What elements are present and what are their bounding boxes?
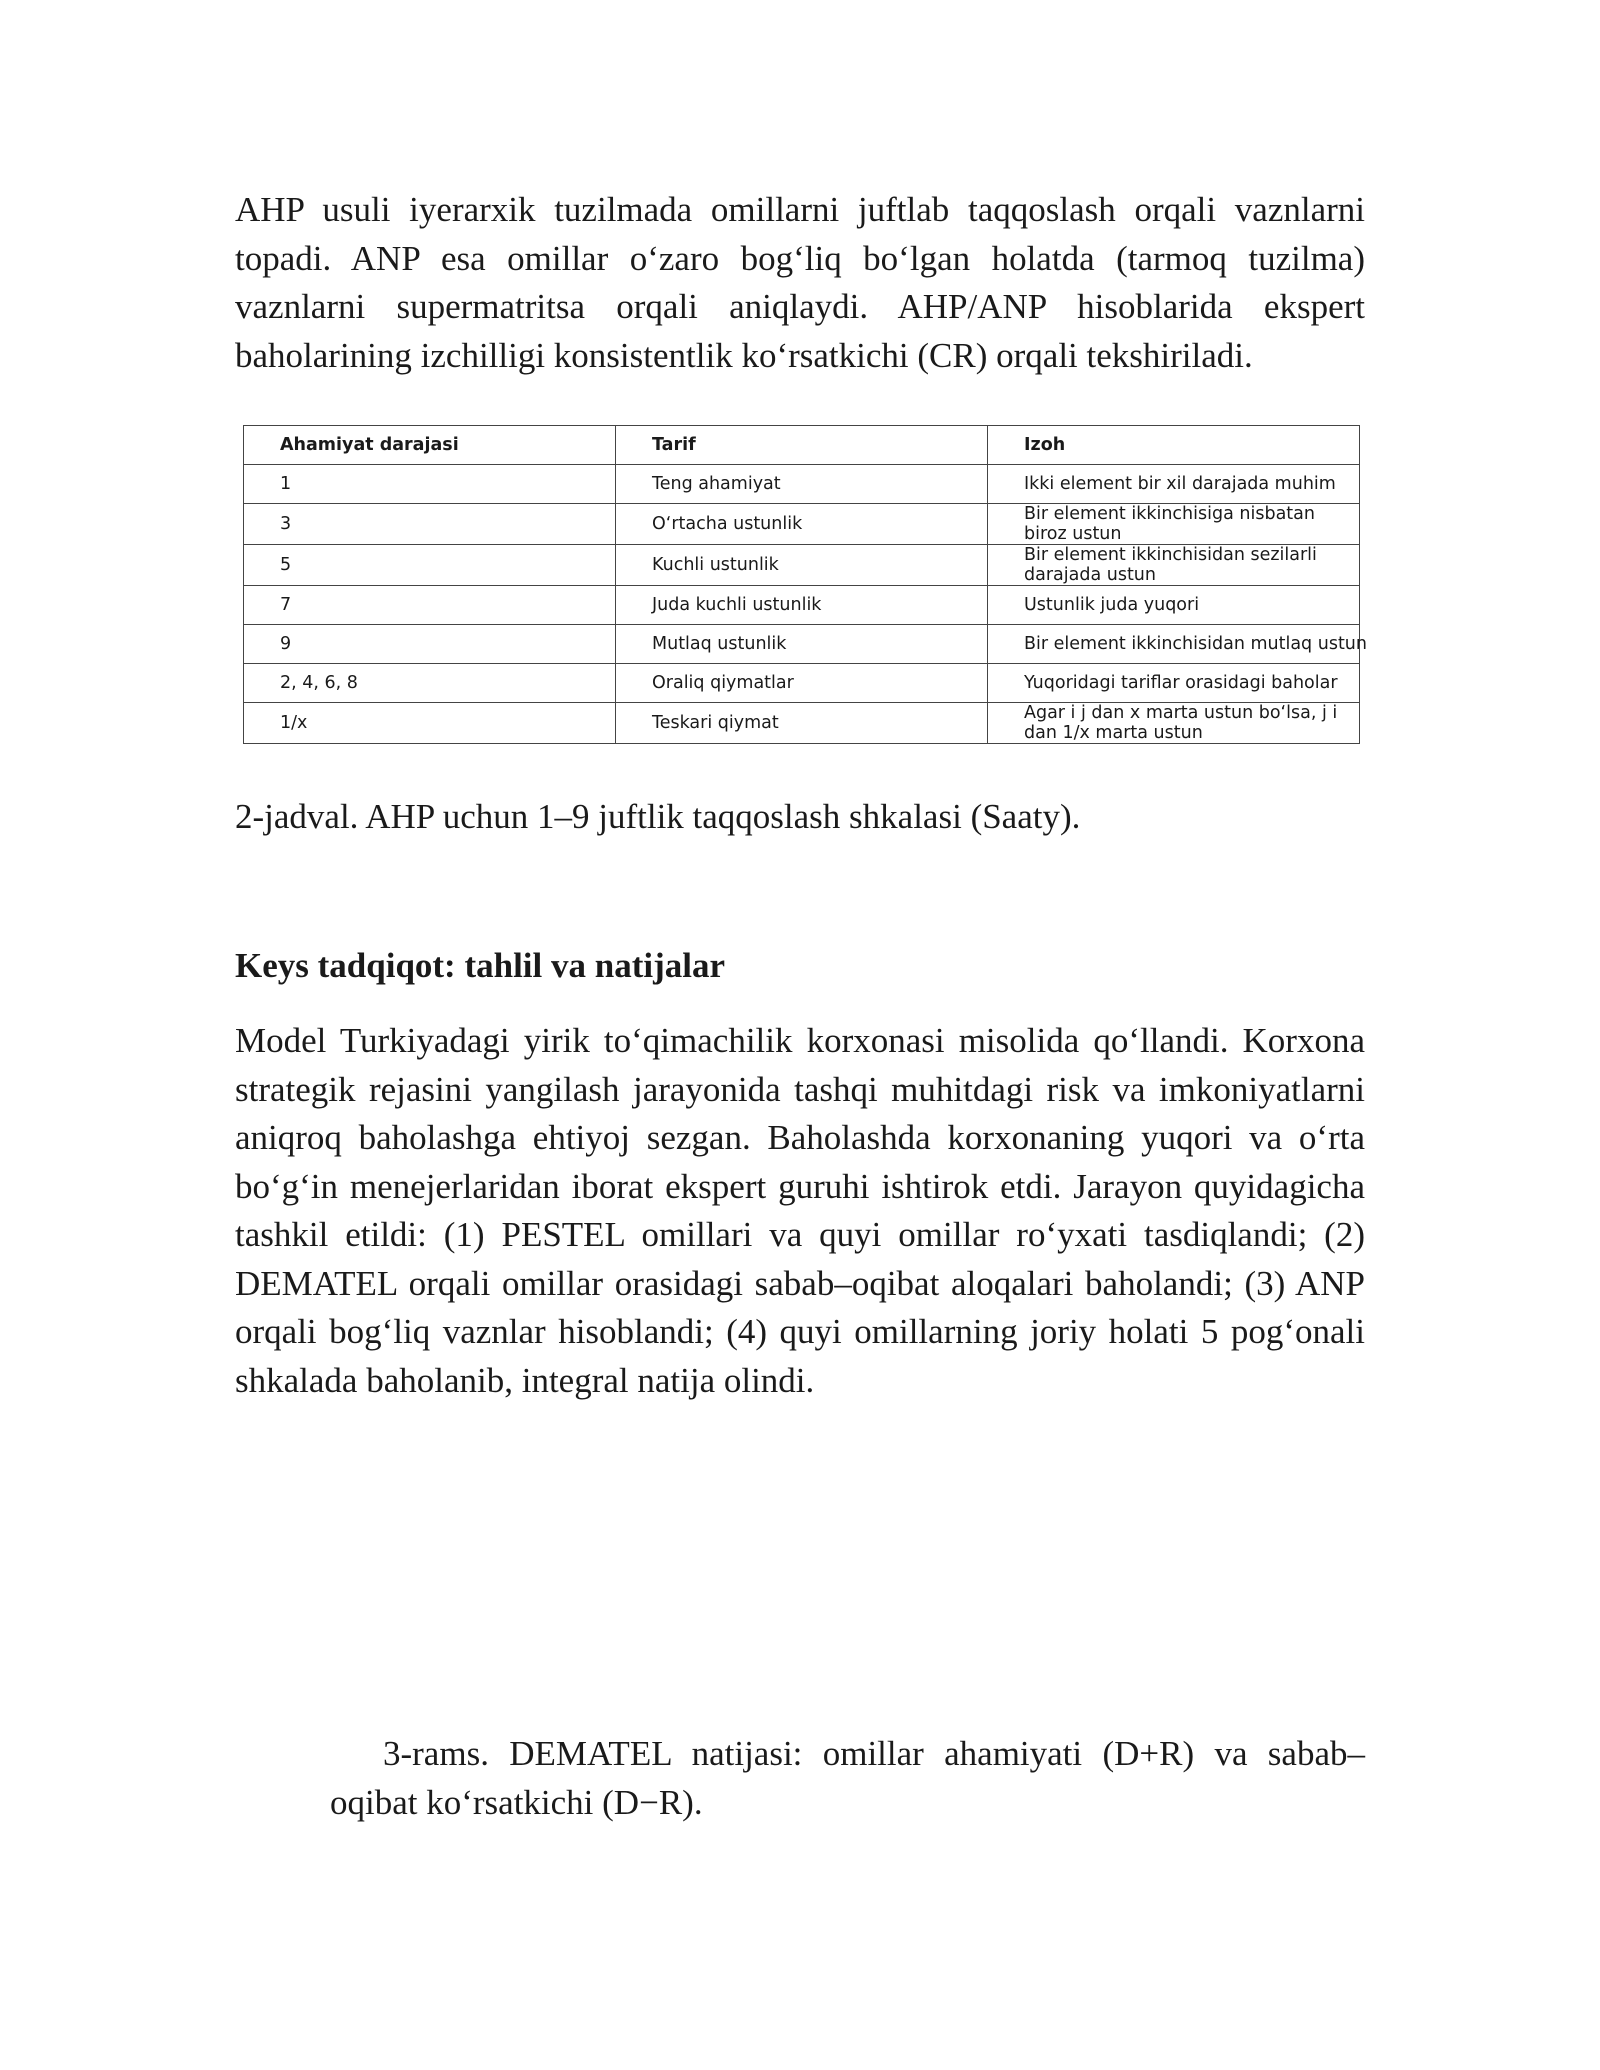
cell-note: Bir element ikkinchisidan sezilarli darajada ustun	[988, 545, 1360, 586]
cell-note: Ustunlik juda yuqori	[988, 586, 1360, 625]
table-row	[244, 465, 1360, 504]
cell-level: 3	[244, 504, 616, 545]
cell-level: 1	[244, 465, 616, 504]
table-header-row	[244, 426, 1360, 465]
section-heading: Keys tadqiqot: tahlil va natijalar	[235, 946, 726, 985]
cell-level: 2, 4, 6, 8	[244, 664, 616, 703]
cell-note: Agar i j dan x marta ustun bo‘lsa, j i dan 1/x marta ustun	[988, 703, 1360, 744]
table-row	[244, 586, 1360, 625]
saaty-scale-table	[243, 425, 1367, 744]
cell-level: 1/x	[244, 703, 616, 744]
cell-definition: Teskari qiymat	[616, 703, 988, 744]
cell-note: Ikki element bir xil darajada muhim	[988, 465, 1360, 504]
cell-definition: Kuchli ustunlik	[616, 545, 988, 586]
intro-paragraph: AHP usuli iyerarxik tuzilmada omillarni juftlab taqqoslash orqali vaznlarni topadi. ANP esa omillar o‘zaro bog‘liq bo‘lgan holatda (tarmoq tuzilma) vaznlarni supermatritsa orqali aniqlaydi. AHP/ANP hisoblarida ekspert baholarining izchilligi konsistentlik ko‘rsatkichi (CR) orqali tekshiriladi.	[235, 190, 1365, 375]
table-caption: 2-jadval. AHP uchun 1–9 juftlik taqqoslash shkalasi (Saaty).	[235, 797, 1081, 836]
table-row	[244, 504, 1360, 545]
case-study-paragraph: Model Turkiyadagi yirik to‘qimachilik korxonasi misolida qo‘llandi. Korxona strategik rejasini yangilash jarayonida tashqi muhitdagi risk va imkoniyatlarni aniqroq baholashga ehtiyoj sezgan. Baholashda korxonaning yuqori va o‘rta bo‘g‘in menejerlaridan iborat ekspert guruhi ishtirok etdi. Jarayon quyidagicha tashkil etildi: (1) PESTEL omillari va quyi omillar ro‘yxati tasdiqlandi; (2) DEMATEL orqali omillar orasidagi sabab–oqibat aloqalari baholandi; (3) ANP orqali bog‘liq vaznlar hisoblandi; (4) quyi omillarning joriy holati 5 pog‘onali shkalada baholanib, integral natija olindi.	[235, 1021, 1365, 1400]
cell-level: 5	[244, 545, 616, 586]
cell-level: 9	[244, 625, 616, 664]
header-ahamiyat-darajasi: Ahamiyat darajasi	[244, 426, 616, 465]
cell-note: Bir element ikkinchisidan mutlaq ustun	[988, 625, 1360, 664]
cell-definition: Juda kuchli ustunlik	[616, 586, 988, 625]
table-row	[244, 703, 1360, 744]
table-row	[244, 664, 1360, 703]
header-izoh: Izoh	[988, 426, 1360, 465]
table-row	[244, 545, 1360, 586]
cell-note: Yuqoridagi tariflar orasidagi baholar	[988, 664, 1360, 703]
table-row	[244, 625, 1360, 664]
cell-definition: Mutlaq ustunlik	[616, 625, 988, 664]
cell-definition: O‘rtacha ustunlik	[616, 504, 988, 545]
cell-definition: Oraliq qiymatlar	[616, 664, 988, 703]
cell-level: 7	[244, 586, 616, 625]
cell-definition: Teng ahamiyat	[616, 465, 988, 504]
header-tarif: Tarif	[616, 426, 988, 465]
cell-note: Bir element ikkinchisiga nisbatan biroz ustun	[988, 504, 1360, 545]
figure-caption: 3-rams. DEMATEL natijasi: omillar ahamiyati (D+R) va sabab–oqibat ko‘rsatkichi (D−R).	[330, 1734, 1365, 1822]
